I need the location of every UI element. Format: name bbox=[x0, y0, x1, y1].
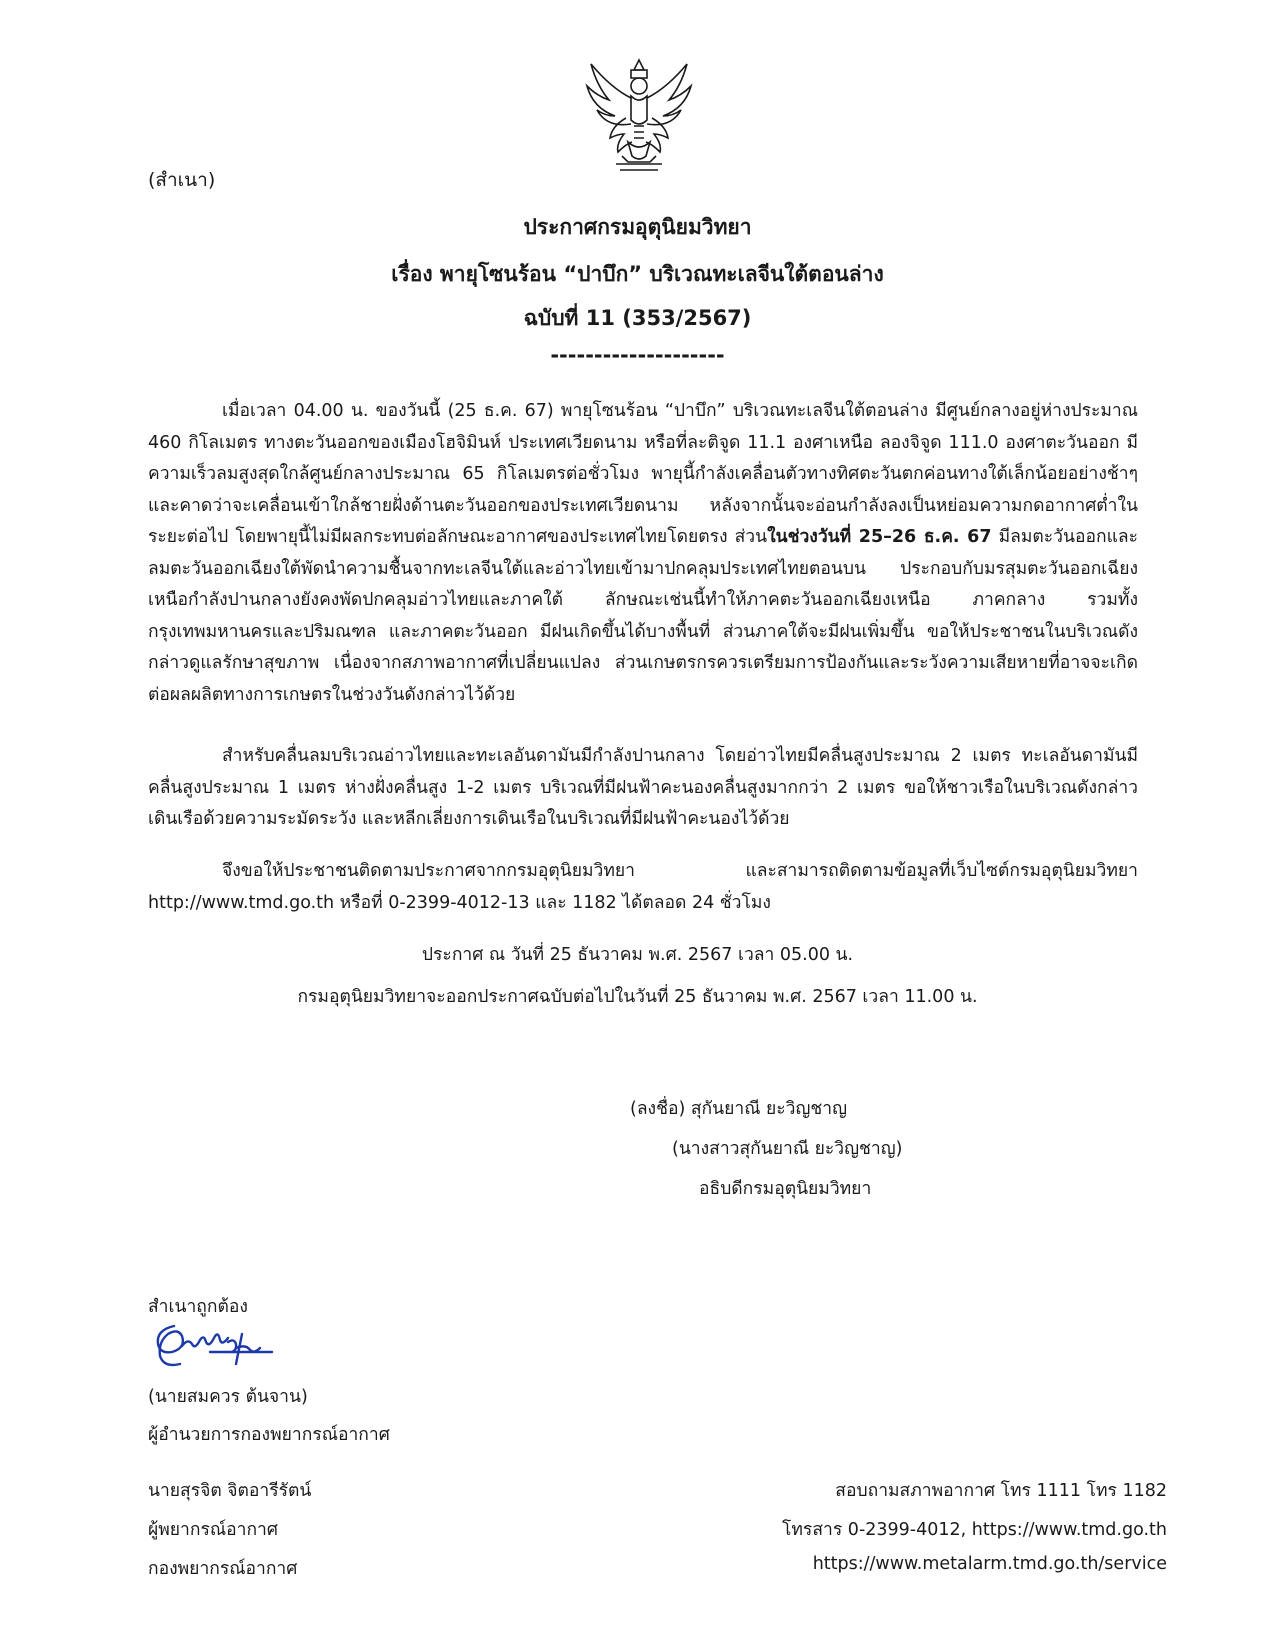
garuda-emblem-icon bbox=[576, 52, 702, 178]
metalarm-service-link[interactable]: https://www.metalarm.tmd.go.th/service bbox=[812, 1554, 1167, 1574]
signatory-position: อธิบดีกรมอุตุนิยมวิทยา bbox=[699, 1179, 872, 1199]
forecaster-title: ผู้พยากรณ์อากาศ bbox=[148, 1520, 278, 1540]
announcement-title: ประกาศกรมอุตุนิยมวิทยา bbox=[523, 215, 752, 239]
paragraph-storm-report-bold: ในช่วงวันที่ 25–26 ธ.ค. 67 bbox=[767, 527, 992, 547]
announced-date: ประกาศ ณ วันที่ 25 ธันวาคม พ.ศ. 2567 เวลา 05.00 น. bbox=[421, 945, 854, 965]
forecaster-division: กองพยากรณ์อากาศ bbox=[148, 1559, 298, 1579]
paragraph-wave-conditions: สำหรับคลื่นลมบริเวณอ่าวไทยและทะเลอันดามันมีกำลังปานกลาง โดยอ่าวไทยมีคลื่นสูงประมาณ 2 เมตร ทะเลอันดามันมีคลื่นสูงประมาณ 1 เมตร ห่างฝั่งคลื่นสูง 1-2 เมตร บริเวณที่มีฝนฟ้าคะนองคลื่นสูงมากกว่า 2 เมตร ขอให้ชาวเรือในบริเวณดังกล่าวเดินเรือด้วยความระมัดระวัง และหลีกเลี่ยงการเดินเรือในบริเวณที่มีฝนฟ้าคะนองไว้ด้วย bbox=[148, 746, 1138, 829]
paragraph-storm-report-text: เมื่อเวลา 04.00 น. ของวันนี้ (25 ธ.ค. 67) พายุโซนร้อน “ปาบึก” บริเวณทะเลจีนใต้ตอนล่าง มีศูนย์กลางอยู่ห่างประมาณ 460 กิโลเมตร ทางตะวันออกของเมืองโฮจิมินห์ ประเทศเวียดนาม หรือที่ละติจูด 11.1 องศาเหนือ ลองจิจูด 111.0 องศาตะวันออก มีความเร็วลมสูงสุดใกล้ศูนย์กลางประมาณ 65 กิโลเมตรต่อชั่วโมง พายุนี้กำลังเคลื่อนตัวทางทิศตะวันตกค่อนทางใต้เล็กน้อยอย่างช้าๆ และคาดว่าจะเคลื่อนเข้าใกล้ชายฝั่งด้านตะวันออกของประเทศเวียดนาม หลังจากนั้นจะอ่อนกำลังลงเป็นหย่อมความกดอากาศต่ำในระยะต่อไป โดยพายุนี้ไม่มีผลกระทบต่อลักษณะอากาศของประเทศไทยโดยตรง ส่วน bbox=[148, 401, 1138, 547]
handwritten-signature-icon bbox=[150, 1314, 280, 1376]
next-issue-notice: กรมอุตุนิยมวิทยาจะออกประกาศฉบับต่อไปในวันที่ 25 ธันวาคม พ.ศ. 2567 เวลา 11.00 น. bbox=[297, 987, 978, 1007]
paragraph-storm-report bbox=[148, 396, 1138, 711]
contact-fax-website[interactable]: โทรสาร 0-2399-4012, https://www.tmd.go.th bbox=[782, 1520, 1167, 1540]
signatory-full-name: (นางสาวสุกันยาณี ยะวิญชาญ) bbox=[672, 1139, 903, 1159]
paragraph-storm-report-rest: มีลมตะวันออกและลมตะวันออกเฉียงใต้พัดนำความชื้นจากทะเลจีนใต้และอ่าวไทยเข้ามาปกคลุมประเทศไทยตอนบน ประกอบกับมรสุมตะวันออกเฉียงเหนือกำลังปานกลางยังคงพัดปกคลุมอ่าวไทยและภาคใต้ ลักษณะเช่นนี้ทำให้ภาคตะวันออกเฉียงเหนือ ภาคกลาง รวมทั้งกรุงเทพมหานครและปริมณฑล และภาคตะวันออก มีฝนเกิดขึ้นได้บางพื้นที่ ส่วนภาคใต้จะมีฝนเพิ่มขึ้น ขอให้ประชาชนในบริเวณดังกล่าวดูแลรักษาสุขภาพ เนื่องจากสภาพอากาศที่เปลี่ยนแปลง ส่วนเกษตรกรควรเตรียมการป้องกันและระวังความเสียหายที่อาจจะเกิดต่อผลผลิตทางการเกษตรในช่วงวันดังกล่าวไว้ด้วย bbox=[148, 527, 1138, 705]
certifier-position: ผู้อำนวยการกองพยากรณ์อากาศ bbox=[148, 1425, 390, 1445]
forecaster-name: นายสุรจิต จิตอารีรัตน์ bbox=[148, 1481, 312, 1501]
paragraph-contact-info: จึงขอให้ประชาชนติดตามประกาศจากกรมอุตุนิยมวิทยา และสามารถติดตามข้อมูลที่เว็บไซต์กรมอุตุนิยมวิทยา http://www.tmd.go.th หรือที่ 0-2399-4012-13 และ 1182 ได้ตลอด 24 ชั่วโมง bbox=[148, 861, 1138, 913]
announcement-subject: เรื่อง พายุโซนร้อน “ปาบึก” บริเวณทะเลจีนใต้ตอนล่าง bbox=[391, 262, 884, 286]
signed-by: (ลงชื่อ) สุกันยาณี ยะวิญชาญ bbox=[630, 1099, 847, 1119]
contact-phone: สอบถามสภาพอากาศ โทร 1111 โทร 1182 bbox=[835, 1481, 1167, 1501]
certified-copy-label: สำเนาถูกต้อง bbox=[148, 1297, 248, 1317]
title-divider: -------------------- bbox=[550, 343, 725, 367]
copy-label: (สำเนา) bbox=[148, 169, 216, 191]
issue-number: ฉบับที่ 11 (353/2567) bbox=[523, 306, 752, 330]
certifier-name: (นายสมควร ต้นจาน) bbox=[148, 1387, 308, 1407]
